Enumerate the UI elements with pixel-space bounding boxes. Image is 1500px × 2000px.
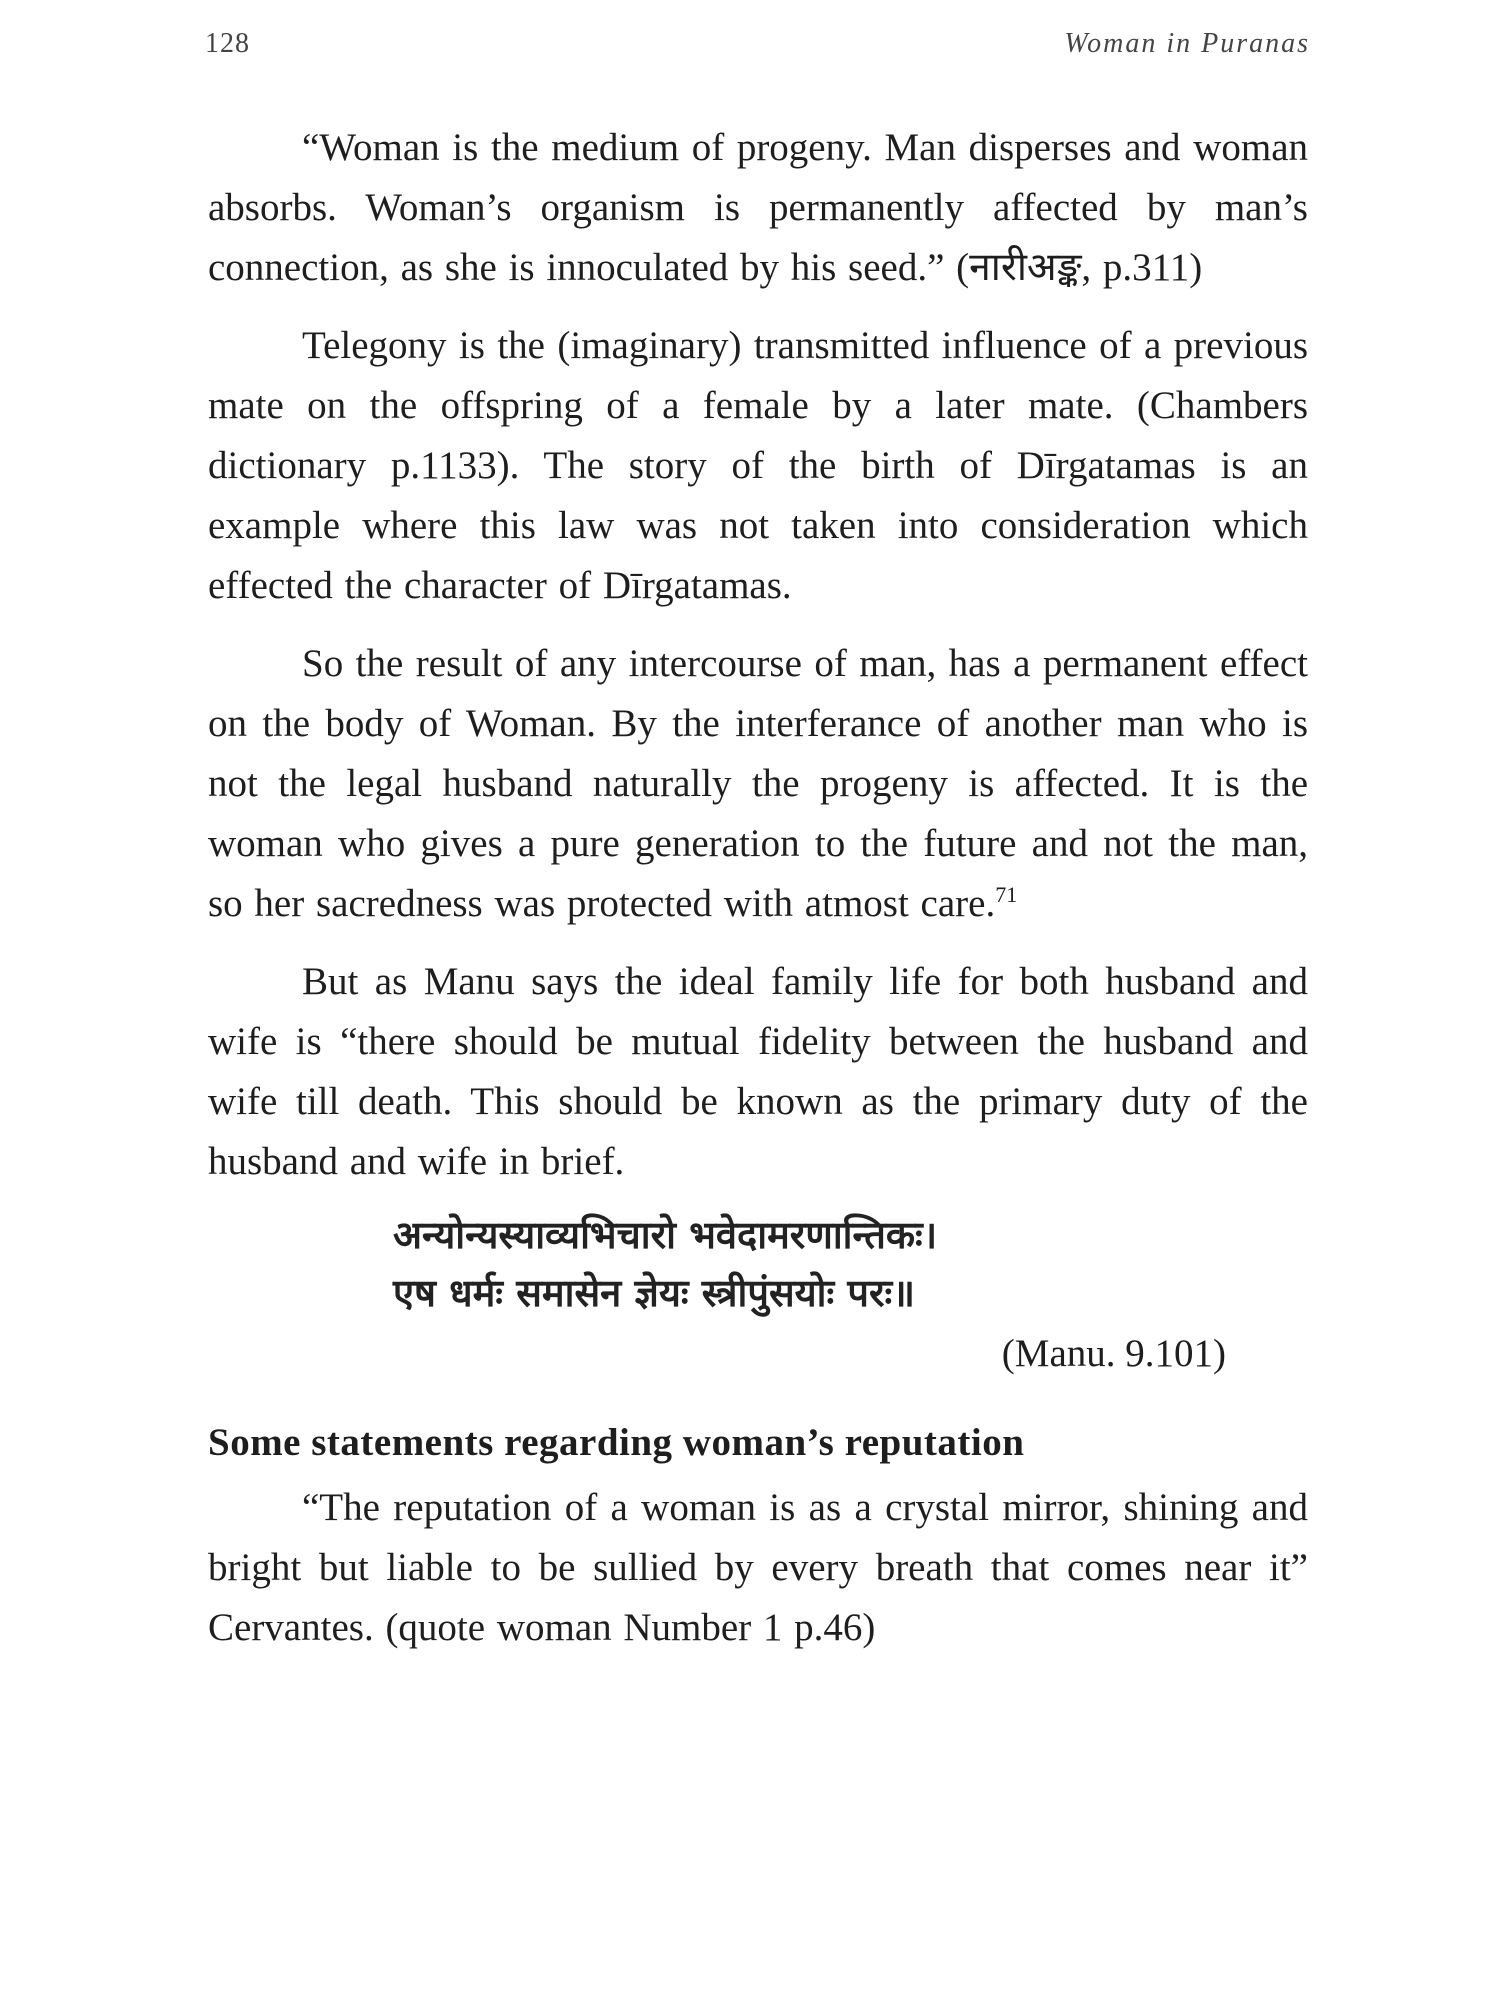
sanskrit-verse — [208, 1206, 1308, 1322]
paragraph-telegony: Telegony is the (imaginary) transmitted influence of a previous mate on the offspring of a female by a later mate. (Chambers dictionary p.1133). The story of the birth of Dīrgatamas is an example where this law was not taken into consideration which effected the character of Dīrgatamas. — [208, 324, 1308, 607]
verse-line-1: अन्योन्यस्याव्यभिचारो भवेदामरणान्तिकः। — [393, 1213, 938, 1257]
paragraph-progeny: “Woman is the medium of progeny. Man disperses and woman absorbs. Woman’s organism is permanently affected by man’s connection, as she is innoculated by his seed.” (नारीअङ्क, p.311) — [208, 126, 1308, 289]
paragraph-reputation-quote: “The reputation of a woman is as a crystal mirror, shining and bright but liable to be sullied by every breath that comes near it” Cervantes. (quote woman Number 1 p.46) — [208, 1486, 1308, 1649]
page-number: 128 — [205, 28, 250, 59]
section-heading: Some statements regarding woman’s reputation — [208, 1421, 1025, 1464]
footnote-marker: 71 — [995, 882, 1018, 907]
running-title: Woman in Puranas — [1064, 28, 1310, 59]
page-header — [205, 28, 1310, 68]
paragraph-permanent-effect — [208, 634, 1308, 934]
paragraph-manu: But as Manu says the ideal family life for both husband and wife is “there should be mutual fidelity between the husband and wife till death. This should be known as the primary duty of the husband and wife in brief. — [208, 960, 1308, 1183]
verse-reference: (Manu. 9.101) — [1001, 1332, 1226, 1375]
page-body — [208, 118, 1308, 1658]
verse-line-2: एष धर्मः समासेन ज्ञेयः स्त्रीपुंसयोः परः॥ — [393, 1271, 915, 1315]
paragraph-permanent-effect-text: So the result of any intercourse of man, has a permanent effect on the body of Woman. By the interferance of another man who is not the legal husband naturally the progeny is affected. It is the woman who gives a pure generation to the future and not the man, so her sacredness was protected with atmost care. — [208, 642, 1308, 925]
